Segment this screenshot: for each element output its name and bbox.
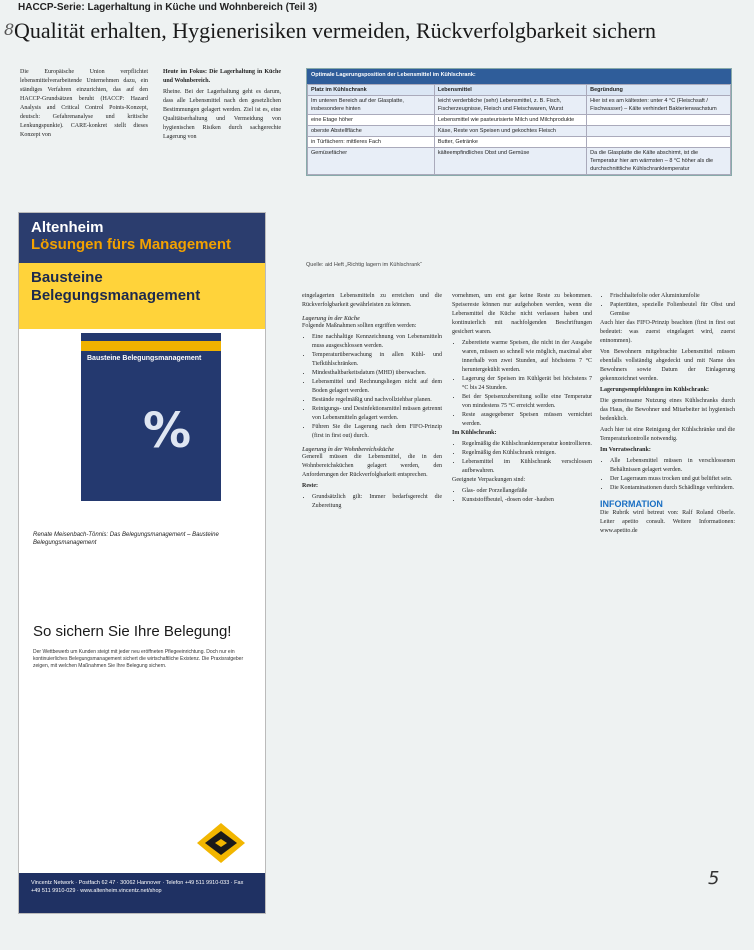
intro-mid-column [163, 68, 281, 144]
col2-list [452, 339, 592, 429]
article-column-1 [302, 292, 442, 511]
intro-mid-text: Rheine. Bei der Lagerhaltung geht es darum, dass alle Lebensmittel nach den gesetzlichen Bestimmungen gelagert werden. Ziel ist es, eine Qualitätserhaltung und Vermeidung von hygienischen Risiken durch sachgerechte Lagerung von [163, 89, 281, 140]
table-header: Begründung [587, 85, 731, 96]
col1-text: Generell müssen die Lebensmittel, die in den Wohnbereichsküchen gelagert werden, den Anforderungen der Rückverfolgbarkeit entsprechen. [302, 454, 442, 478]
book-cover [81, 333, 221, 501]
col3-text: Die gemeinsame Nutzung eines Kühlschranks durch das Haus, die Bewohner und Mitarbeiter ist hygienisch bedenklich. [600, 398, 735, 422]
table-row [308, 115, 731, 126]
col2-head: Im Kühlschrank: [452, 430, 497, 436]
book-title: Bausteine Belegungsmanagement [87, 355, 202, 362]
table-source: Quelle: aid Heft „Richtig lagern im Kühlschrank“ [306, 262, 422, 268]
list-item: • Reste ausgegebener Speisen müssen vernichtet werden. [462, 411, 592, 429]
list-item: • Führen Sie die Lagerung nach dem FIFO-Prinzip (first in first out) durch. [312, 423, 442, 441]
info-heading: INFORMATION [600, 499, 663, 509]
table-cell: Hier ist es am kältesten: unter 4 °C (Fleischsaft / Fischwasser) – Kälte verhindert Bakterienwachstum [587, 96, 731, 115]
list-item: • Regelmäßig den Kühlschrank reinigen. [462, 449, 592, 458]
intro-left-column [20, 68, 148, 142]
table-cell: Gemüsefächer [308, 148, 435, 175]
table-cell: in Türfächern: mittleres Fach [308, 137, 435, 148]
handwritten-mark: 8 [4, 20, 15, 39]
col3-text: Von Bewohnern mitgebrachte Lebensmittel müssen ebenfalls vollständig abgedeckt und mit Name des Bewohners sowie Datum der Einlagerung gekennzeichnet werden. [600, 349, 735, 382]
table-cell: Da die Glasplatte die Kälte abschirmt, ist die Temperatur hier am wärmsten – 8 °C höher als die durchschnittliche Kühlschranktemperatur [587, 148, 731, 175]
list-item: • Temperaturüberwachung in allen Kühl- und Tiefkühlschränken. [312, 351, 442, 369]
storage-table [306, 68, 732, 176]
table-header: Platz im Kühlschrank [308, 85, 435, 96]
list-item: • Zubereitete warme Speisen, die nicht in der Ausgabe waren, müssen so schnell wie möglich, maximal aber innerhalb von zwei Stunden, auf höchstens 7 °C heruntergekühlt werden. [462, 339, 592, 375]
col1-head: Reste: [302, 483, 318, 489]
list-item: • Regelmäßig die Kühlschranktemperatur kontrollieren. [462, 440, 592, 449]
ad-book-info: Renate Meisenbach-Tönnis: Das Belegungsmanagement – Bausteine Belegungsmanagement [33, 532, 219, 546]
ad-body-text: Der Wettbewerb um Kunden steigt mit jeder neu eröffneten Pflegeeinrichtung. Doch nur ein kontinuierliches Belegungsmanagement sichert die wirtschaftliche Existenz. Die Praxisratgeber zeigen, mit welchen Maßnahmen Sie Ihre Belegung sichern. [33, 649, 244, 669]
percent-icon: % [143, 403, 192, 459]
ad-title-block [19, 263, 265, 329]
col2-text: Geeignete Verpackungen sind: [452, 477, 526, 483]
series-title: HACCP-Serie: Lagerhaltung in Küche und Wohnbereich (Teil 3) [18, 2, 318, 13]
table-cell [587, 115, 731, 126]
list-item: • Bei der Speisenzubereitung sollte eine Temperatur von mindestens 75 °C erreicht werden. [462, 393, 592, 411]
article-column-2 [452, 292, 592, 505]
table-cell: oberste Abstellfläche [308, 126, 435, 137]
list-item: • Grundsätzlich gilt: Immer bedarfsgerecht die Zubereitung [312, 493, 442, 511]
list-item: • Alle Lebensmittel müssen in verschlossenen Behältnissen gelagert werden. [610, 457, 735, 475]
table-row [308, 96, 731, 115]
headline: Qualität erhalten, Hygienerisiken vermeiden, Rückverfolgbarkeit sichern [14, 18, 657, 43]
col1-rest-list [302, 493, 442, 511]
col3-text: Auch hier das FIFO-Prinzip beachten (first in first out bedeutet: was zuerst eingelagert wird, zuerst entnommen). [600, 320, 735, 344]
table-cell: Im unteren Bereich auf der Glasplatte, insbesondere hinten [308, 96, 435, 115]
col2-list [452, 440, 592, 476]
article-column-3 [600, 292, 735, 538]
info-text: Die Rubrik wird betreut von: Ralf Roland Oberle. Leiter apetito consult. Weitere Informationen: www.apetito.de [600, 510, 735, 534]
vincentz-logo-icon [195, 821, 247, 865]
ad-headline: So sichern Sie Ihre Belegung! [33, 623, 232, 640]
col1-text: Folgende Maßnahmen sollten ergriffen werden: [302, 323, 417, 329]
ad-footer: Vincentz Network · Postfach 62 47 · 30062 Hannover · Telefon +49 511 9910-033 · Fax +49 511 9910-029 · www.altenheim.vincentz.net/shop [19, 873, 265, 913]
col3-list [600, 457, 735, 493]
list-item: • Papiertüten, spezielle Folienbeutel für Obst und Gemüse [610, 301, 735, 319]
col2-text: vornehmen, um erst gar keine Reste zu bekommen. Speisereste können nur aufgehoben werden, wenn die Lebensmittel die Küche nicht verlassen haben und kontinuierlich mit nachfolgenden Beschriftungen gesichert waren. [452, 293, 592, 335]
col3-head: Im Vorratsschrank: [600, 447, 651, 453]
table-cell: kälteempfindliches Obst und Gemüse [434, 148, 586, 175]
list-item: • Die Kontaminationen durch Schädlinge verhindern. [610, 484, 735, 493]
ad-banner [19, 213, 265, 263]
advertisement [18, 212, 266, 914]
intro-left-text: Die Europäische Union verpflichtet lebensmittelverarbeitende Unternehmen dazu, ein ständiges Verfahren einzurichten, das auf den HACCP-Grundsätzen beruht (HACCP: Hazard Analysis and Critical Control Points-Konzept, deutsch: Gefahrenanalyse und kritische Lenkungspunkte). CARE-konkret stellt dieses Konzept von [20, 69, 148, 138]
list-item: • Glas- oder Porzellangefäße [462, 487, 592, 496]
list-item: • Reinigungs- und Desinfektionsmittel müssen getrennt von Lebensmitteln gelagert werden. [312, 405, 442, 423]
list-item: • Lebensmittel und Rechnungsliegen nicht auf dem Boden gelagert werden. [312, 378, 442, 396]
table-cell: Lebensmittel wie pasteurisierte Milch und Milchprodukte [434, 115, 586, 126]
list-item: • Lagerung der Speisen im Kühlgerät bei höchstens 7 °C bis 24 Stunden. [462, 375, 592, 393]
table-row [308, 126, 731, 137]
table-cell: leicht verderbliche (sehr) Lebensmittel, z. B. Fisch, Fischerzeugnisse, Fleisch und Fleischwaren, Wurst [434, 96, 586, 115]
table-cell [587, 126, 731, 137]
table-cell [587, 137, 731, 148]
table-cell: Käse, Reste von Speisen und gekochtes Fleisch [434, 126, 586, 137]
table-caption: Optimale Lagerungsposition der Lebensmittel im Kühlschrank: [307, 69, 731, 84]
table-cell: Butter, Getränke [434, 137, 586, 148]
list-item: • Bestände regelmäßig und nachvollziehbar planen. [312, 396, 442, 405]
col1-text: eingelagerten Lebensmitteln zu erreichen und die Rückverfolgbarkeit gewährleisten zu können. [302, 293, 442, 308]
col1-list [302, 333, 442, 441]
table-row [308, 148, 731, 175]
col3-text: Auch hier ist eine Reinigung der Kühlschränke und die Temperaturkontrolle notwendig. [600, 427, 735, 442]
list-item: • Eine nachhaltige Kennzeichnung von Lebensmitteln muss ausgeschlossen werden. [312, 333, 442, 351]
table-header: Lebensmittel [434, 85, 586, 96]
col3-list [600, 292, 735, 319]
col3-head: Lagerungsempfehlungen im Kühlschrank: [600, 387, 710, 393]
list-item: • Lebensmittel im Kühlschrank verschlossen aufbewahren. [462, 458, 592, 476]
page-number: 5 [708, 868, 720, 889]
list-item: • Mindesthaltbarkeitsdatum (MHD) überwachen. [312, 369, 442, 378]
list-item: • Der Lagerraum muss trocken und gut belüftet sein. [610, 475, 735, 484]
table-cell: eine Etage höher [308, 115, 435, 126]
ad-title-1: Bausteine [31, 269, 103, 286]
col1-subhead: Lagerung in der Küche [302, 316, 360, 322]
ad-brand: Altenheim [31, 219, 104, 236]
list-item: • Kunststoffbeutel, -dosen oder -hauben [462, 496, 592, 505]
col1-subhead: Lagerung in der Wohnbereichsküche [302, 447, 394, 453]
col2-list [452, 487, 592, 505]
ad-tagline: Lösungen fürs Management [31, 236, 232, 253]
list-item: • Frischhaltefolie oder Aluminiumfolie [610, 292, 735, 301]
ad-title-2: Belegungsmanagement [31, 287, 201, 304]
table-row [308, 137, 731, 148]
intro-mid-lead: Heute im Fokus: Die Lagerhaltung in Küche und Wohnbereich. [163, 69, 281, 84]
storage-table-grid [307, 84, 731, 175]
